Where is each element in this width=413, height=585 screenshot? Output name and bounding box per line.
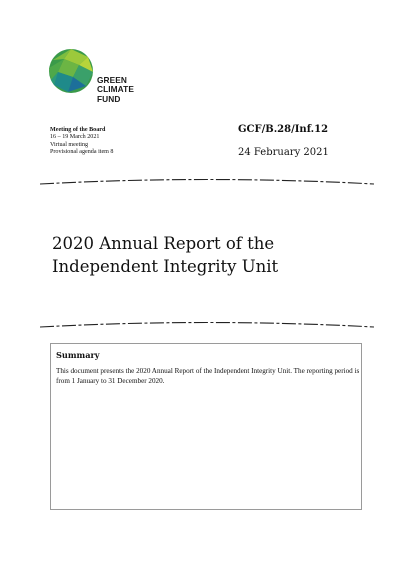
meeting-venue: Virtual meeting: [50, 141, 89, 148]
logo-line-fund: FUND: [97, 93, 121, 104]
meeting-info: [50, 127, 113, 157]
meeting-title: Meeting of the Board: [50, 127, 106, 133]
summary-box: [50, 343, 362, 510]
gcf-globe-icon: [48, 48, 94, 94]
document-title-line-1: 2020 Annual Report of the: [52, 234, 275, 253]
document-title-line-2: Independent Integrity Unit: [52, 257, 279, 276]
summary-text: This document presents the 2020 Annual Report of the Independent Integrity Unit. The reporting period is from 1 January to 31 December 2020.: [56, 367, 360, 386]
document-date: 24 February 2021: [238, 147, 329, 158]
document-code: GCF/B.28/Inf.12: [238, 124, 329, 135]
logo-line-green: GREEN: [97, 75, 128, 85]
gcf-logo-text: [97, 76, 134, 104]
header-divider: [40, 177, 374, 187]
gcf-logo: [48, 48, 148, 110]
document-title: [52, 232, 278, 278]
logo-line-climate: CLIMATE: [97, 84, 134, 95]
title-divider: [40, 320, 374, 330]
summary-heading: Summary: [56, 350, 100, 360]
meeting-dates: 16 – 19 March 2021: [50, 134, 100, 141]
meeting-agenda-item: Provisional agenda item 8: [50, 149, 114, 156]
